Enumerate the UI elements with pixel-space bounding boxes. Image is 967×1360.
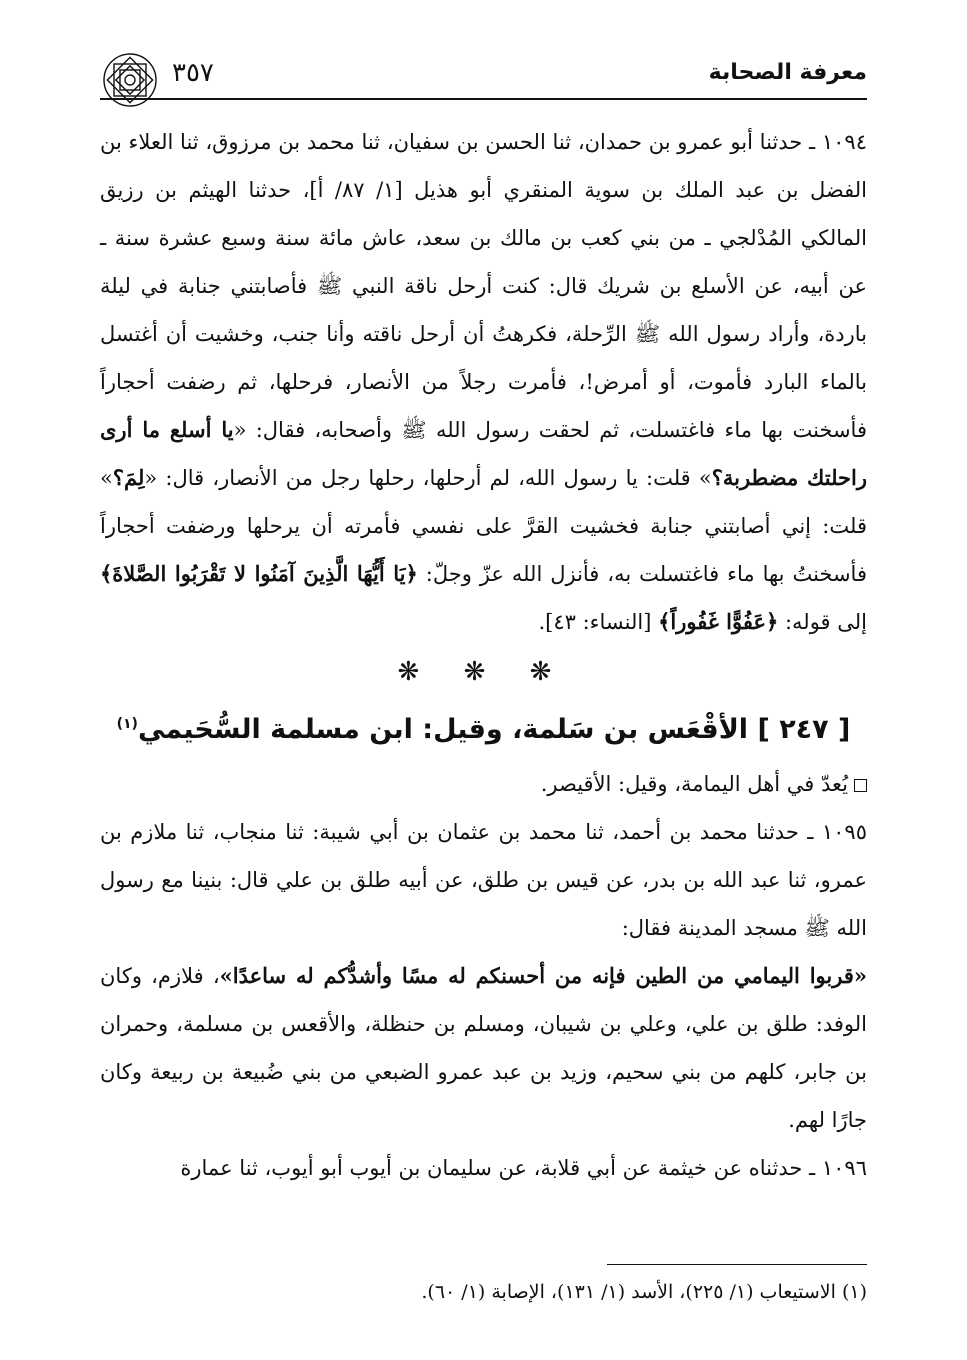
hadith-1094-text: ١٠٩٤ ـ حدثنا أبو عمرو بن حمدان، ثنا الحسن بن سفيان، ثنا محمد بن مرزوق، ثنا العلاء بن الفضل بن عبد الملك بن سوية المنقري أبو هذيل [١/ ٨٧/ أ]، حدثنا الهيثم بن رزيق المالكي المُدْلجي ـ من بني كعب بن مالك بن سعد، عاش مائة سنة وسبع عشرة سنة ـ عن أبيه، عن الأسلع بن شريك قال: كنت أرحل ناقة النبي ﷺ فأصابتني جنابة في ليلة باردة، وأراد رسول الله ﷺ الرِّحلة، فكرهتُ أن أرحل ناقته وأنا جنب، وخشيت أن أغتسل بالماء البارد فأموت، أو أمرض!، فأمرت رجلاً من الأنصار، فرحلها، ثم رضفت أحجاراً فأسخنت بها ماء فاغتسلت، ثم لحقت رسول الله ﷺ وأصحابه، فقال: « <box>100 130 867 442</box>
footnote: (١) الاستيعاب (١/ ٢٢٥)، الأسد (١/ ١٣١)، الإصابة (١/ ٦٠). <box>421 1281 867 1303</box>
entry-note <box>100 760 867 808</box>
footnote-rule <box>607 1264 867 1265</box>
hadith-1096-text: ١٠٩٦ ـ حدثناه عن خيثمة عن أبي قلابة، عن سليمان بن أيوب أبو أيوب، ثنا عمارة <box>180 1156 867 1180</box>
hadith-1095-text-2: ، فلازم، وكان الوفد: طلق بن علي، وعلي بن شيبان، ومسلم بن حنظلة، والأقعس بن مسلمة، وحمران بن جابر، كلهم من بني سحيم، وزيد بن عبد عمرو الضبعي من بني ضُبيعة بن ربيعة وكان جارًا لهم. <box>100 964 867 1132</box>
hadith-1095-text: ١٠٩٥ ـ حدثنا محمد بن أحمد، ثنا محمد بن عثمان بن أبي شيبة: ثنا منجاب، ثنا ملازم بن عمرو، ثنا عبد الله بن بدر، عن قيس بن طلق، عن أبيه طلق بن علي قال: بنينا مع رسول الله ﷺ مسجد المدينة فقال: <box>100 820 867 940</box>
hadith-1095-cont <box>100 952 867 1144</box>
hadith-1095-quote: «قربوا اليمامي من الطين فإنه من أحسنكم له مسًا وأشدُّكم له ساعدًا» <box>219 963 868 988</box>
hadith-1096 <box>100 1144 867 1192</box>
hadith-1094-text-4: إلى قوله: <box>778 610 867 634</box>
hadith-1094-text-2: » قلت: يا رسول الله، لم أرحلها، رحلها رجل من الأنصار، قال: « <box>144 466 712 490</box>
page-header <box>100 58 867 98</box>
quran-reference: [النساء: ٤٣]. <box>538 610 659 634</box>
quran-verse-1: ﴿يَا أَيُّهَا الَّذِينَ آمَنُوا لا تَقْرَبُوا الصَّلاةَ﴾ <box>100 561 418 586</box>
hadith-1094-quote-1: يا أسلع ما أرى راحلتك مضطربة؟ <box>100 417 867 490</box>
footnote-marker: (١) <box>116 716 138 732</box>
hadith-1095 <box>100 808 867 952</box>
book-title: معرفة الصحابة <box>708 60 867 85</box>
page-number: ٣٥٧ <box>172 58 214 88</box>
header-rule <box>100 98 867 100</box>
square-bullet-icon <box>854 779 867 792</box>
entry-heading-text: [ ٢٤٧ ] الأقْعَس بن سَلمة، وقيل: ابن مسلمة السُّحَيمي <box>137 714 851 745</box>
hadith-1094-quote-2: لِمَ؟ <box>112 465 145 490</box>
hadith-1094-text-3: » قلت: إني أصابتني جنابة فخشيت القرَّ على نفسي فأمرته أن يرحلها ورضفت أحجاراً فأسخنتُ بها ماء فاغتسلت به، فأنزل الله عزّ وجلّ: <box>100 466 867 586</box>
quran-verse-2: ﴿عَفُوًّا غَفُوراً﴾ <box>658 609 779 634</box>
hadith-1094 <box>100 118 867 646</box>
body-text <box>100 118 867 1192</box>
section-divider: ❋ ❋ ❋ <box>397 657 570 687</box>
entry-note-text: يُعدّ في أهل اليمامة، وقيل: الأقيصر. <box>540 772 848 796</box>
entry-heading <box>100 696 867 758</box>
star-ornament-icon <box>100 50 160 110</box>
